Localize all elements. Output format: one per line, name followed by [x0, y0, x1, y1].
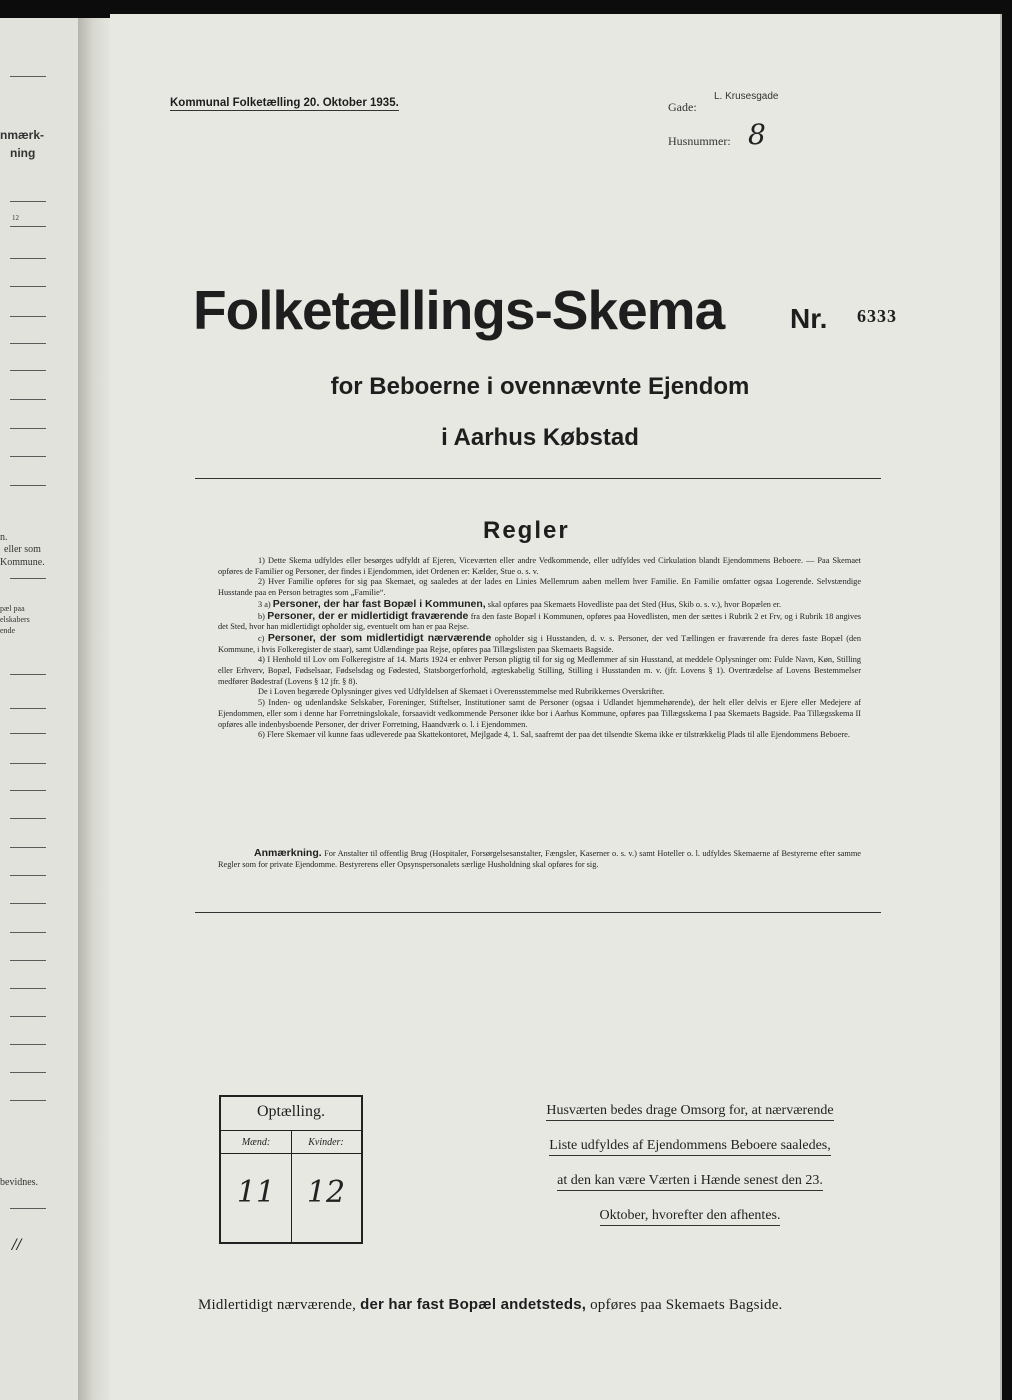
form-location: i Aarhus Købstad [441, 424, 639, 451]
rule-4b: De i Loven begærede Oplysninger gives ved Udfyldelsen af Skemaet i Overensstemmelse med Rubrikkernes Overskrifter. [258, 687, 665, 697]
margin-text: ning [10, 146, 36, 160]
rule-3a-prefix: 3 a) [258, 599, 271, 609]
rule-3b-heading: Personer, der er midlertidigt fraværende [267, 609, 469, 622]
rule-5: 5) Inden- og udenlandske Selskaber, Foreninger, Stiftelser, Institutioner samt de Personer (ogsaa i Udlandet hjemmehørende), der helt eller delvis er Ejere eller Medejere af Ejendommen, eller som i denne har Forretningslokale, forsaavidt vedkommende Personer ikke bor i Aarhus Kommune, opføres paa Tillægsskema I paa Skemaets Bagside. Paa Tillægsskema II opføres alle indenbysboende Personer, der driver Forretning, Haandværk o. l. i Ejendommen. [218, 698, 861, 729]
landlord-notice-text: at den kan være Værten i Hænde senest den 23. [557, 1173, 823, 1191]
house-number-value: 8 [748, 118, 766, 151]
margin-rule [10, 733, 46, 734]
rule-3a-heading: Personer, der har fast Bopæl i Kommunen, [272, 597, 486, 610]
rule-3a-text: skal opføres paa Skemaets Hovedliste paa det Sted (Hus, Skib o. s. v.), hvor Bopælen er. [487, 599, 782, 609]
remark-heading: Anmærkning. [254, 847, 322, 859]
margin-rule [10, 456, 46, 457]
landlord-notice-line [520, 1208, 860, 1224]
footer-pre: Midlertidigt nærværende, [198, 1297, 357, 1313]
remark-text: For Anstalter til offentlig Brug (Hospitaler, Forsørgelsesanstalter, Fængsler, Kaserner o. s. v.) samt Hoteller o. l. udfyldes Skemaerne af Bestyrerne efter samme Regler som for private Ejendomme. Bestyrerens eller Opsynspersonalets særlige Husholdning skal opføres for sig. [218, 849, 861, 869]
rule-3b-text: fra den faste Bopæl i Kommunen, opføres paa Hovedlisten, men der sættes i Rubrik 2 et Frv, og i Rubrik 18 angives det Sted, hvor han midlertidigt opholder sig, eventuelt om han er paa Rejse. [218, 611, 862, 632]
count-header-line [221, 1153, 361, 1154]
margin-rule [10, 286, 46, 287]
rule-2: 2) Hver Familie opføres for sig paa Skemaet, og saaledes at der lades en Linies Mellemrum aaben mellem hver Familie. En Familie omfatter ogsaa Logerende. Selvstændige Husstande paa en Person betragtes som „Familie“. [218, 577, 861, 598]
margin-rule [10, 932, 46, 933]
rule-3c [218, 633, 861, 655]
margin-rule [10, 485, 46, 486]
margin-rule [10, 988, 46, 989]
margin-rule [10, 875, 46, 876]
margin-rule [10, 1100, 46, 1101]
rule-3b [218, 611, 861, 633]
form-number-value: 6333 [857, 306, 897, 326]
landlord-notice-line [520, 1103, 860, 1119]
remark [218, 848, 861, 870]
house-number-label: Husnummer: [668, 134, 731, 148]
rule-3c-text: opholder sig i Husstanden, d. v. s. Personer, der ved Tællingen er fraværende fra deres faste Bopæl (den Kommune, i hvis Folkeregister de staar), samt Udlændinge paa Rejse, opføres paa Tillægslisten paa Skemaets Bagside. [218, 633, 862, 654]
street-label: Gade: [668, 100, 697, 114]
margin-rule [10, 960, 46, 961]
margin-rule [10, 790, 46, 791]
rule-3c-prefix: c) [258, 633, 265, 643]
men-count: 11 [236, 1175, 276, 1210]
margin-rule [10, 578, 46, 579]
margin-rule [10, 903, 46, 904]
book-spine [78, 18, 112, 1400]
rule-6: 6) Flere Skemaer vil kunne faas udleverede paa Skattekontoret, Mejlgade 4, 1. Sal, saafremt der paa det tilsendte Skema ikke er tilstrækkelig Plads til alle Ejendommens Beboere. [258, 730, 850, 740]
margin-text: bevidnes. [0, 1177, 39, 1188]
women-count: 12 [306, 1175, 346, 1210]
footer-post: opføres paa Skemaets Bagside. [590, 1297, 783, 1313]
margin-text: Kommune. [0, 557, 45, 568]
margin-rule [10, 201, 46, 202]
landlord-notice-line [520, 1173, 860, 1189]
margin-text: ende [0, 626, 16, 635]
margin-rule [10, 1016, 46, 1017]
count-box [219, 1095, 363, 1244]
margin-rule [10, 258, 46, 259]
men-label: Mænd: [241, 1137, 271, 1148]
divider [195, 912, 881, 913]
margin-text: pæl paa [0, 604, 25, 613]
margin-text: elskabers [0, 615, 30, 624]
margin-text: 12 [12, 214, 19, 222]
margin-rule [10, 674, 46, 675]
margin-rule [10, 818, 46, 819]
rule-3b-prefix: b) [258, 611, 265, 621]
margin-rule [10, 847, 46, 848]
form-number-label: Nr. [790, 303, 828, 334]
margin-handwriting: // [12, 1237, 22, 1253]
form-subtitle: for Beboerne i ovennævnte Ejendom [330, 373, 750, 400]
margin-text: nmærk- [0, 128, 45, 142]
margin-rule [10, 399, 46, 400]
margin-rule [10, 370, 46, 371]
footer-bold: der har fast Bopæl andetsteds, [360, 1296, 587, 1313]
count-title: Optælling. [256, 1103, 325, 1120]
margin-rule [10, 76, 46, 77]
margin-rule [10, 343, 46, 344]
margin-rule [10, 763, 46, 764]
rule-3c-heading: Personer, der som midlertidigt nærværende [267, 631, 492, 644]
women-label: Kvinder: [308, 1137, 344, 1148]
form-title: Folketællings-Skema [193, 279, 725, 341]
margin-rule [10, 1044, 46, 1045]
footer-note [198, 1296, 783, 1314]
form-header-title: Kommunal Folketælling 20. Oktober 1935. [170, 97, 399, 109]
rule-1: 1) Dette Skema udfyldes eller besørges udfyldt af Ejeren, Viceværten eller andre Vedkommende, eller udfyldes ved Cirkulation blandt Ejendommens Beboere. — Paa Skemaet opføres de Familier og Personer, der findes i Ejendommen, idet Ordenen er: Kælder, Stue o. s. v. [218, 556, 861, 576]
landlord-notice-text: Oktober, hvorefter den afhentes. [600, 1208, 781, 1226]
margin-rule [10, 708, 46, 709]
left-page [0, 18, 82, 1400]
divider [195, 478, 881, 479]
margin-text: n. [0, 532, 8, 543]
landlord-notice-text: Husværten bedes drage Omsorg for, at nærværende [546, 1103, 833, 1121]
margin-rule [10, 1208, 46, 1209]
landlord-notice-line [520, 1138, 860, 1154]
street-value: L. Krusesgade [714, 91, 779, 102]
rule-4: 4) I Henhold til Lov om Folkeregistre af 14. Marts 1924 er enhver Person pligtig til for sig og Medlemmer af sin Husstand, at meddele Oplysninger om: Fulde Navn, Køn, Stilling eller Erhverv, Bopæl, Fødselsaar, Fødselsdag og Fødested, Statsborgerforhold, ægteskabelig Stilling, Stilling i Husstanden m. v. (jfr. Lovens § 1). Overtrædelse af Lovens Bestemmelser medfører Bødestraf (Lovens § 12 jfr. § 8). [218, 655, 861, 686]
margin-rule [10, 316, 46, 317]
rules-text [218, 556, 861, 741]
margin-rule [10, 1072, 46, 1073]
margin-rule [10, 226, 46, 227]
landlord-notice-text: Liste udfyldes af Ejendommens Beboere saaledes, [549, 1138, 830, 1156]
margin-text: eller som [4, 544, 41, 555]
margin-rule [10, 428, 46, 429]
rules-heading: Regler [483, 517, 570, 544]
